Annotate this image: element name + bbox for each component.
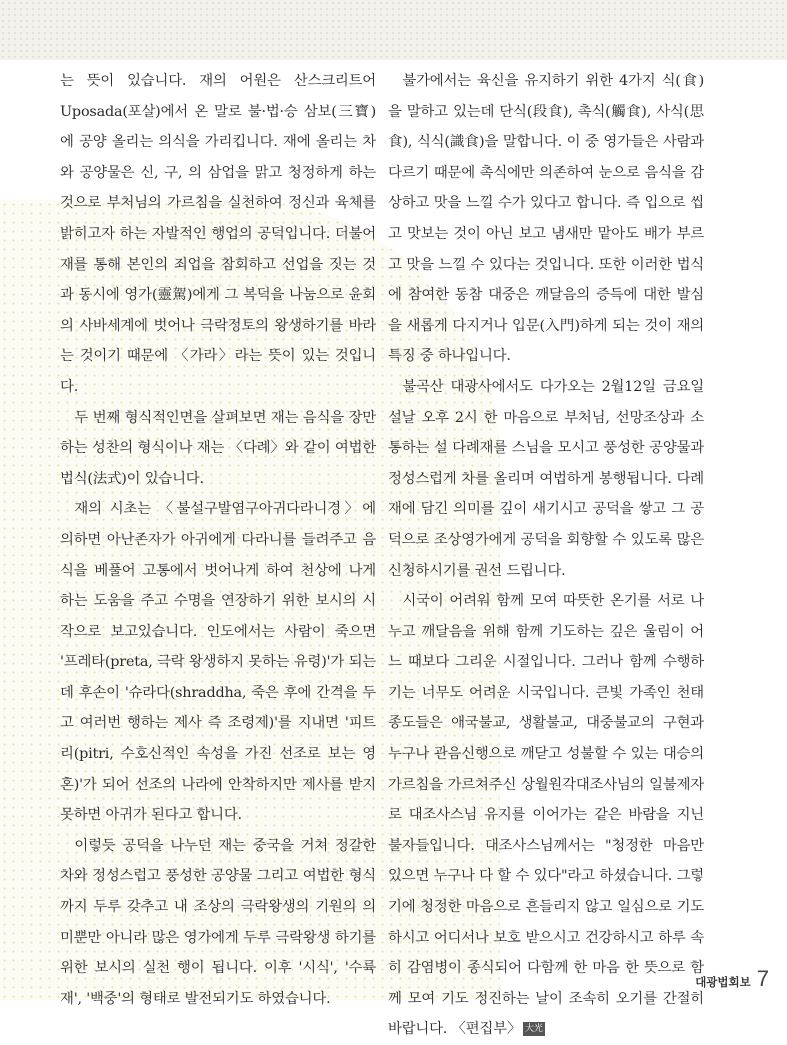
publication-name: 대광법회보	[695, 975, 751, 989]
paragraph: 불곡산 대광사에서도 다가오는 2월12일 금요일 설날 오후 2시 한 마음으로 부처님, 선망조상과 소통하는 설 다례재를 스님을 모시고 풍성한 공양물과 정성스럽게 차를 올리며 여법하게 봉행됩니다. 다례재에 담긴 의미를 깊이 새기시고 공덕을 쌓고 그 공덕으로 조상영가에게 공덕을 회향할 수 있도록 많은 신청하시기를 권선 드립니다.	[388, 378, 704, 579]
paragraph: 두 번째 형식적인면을 살펴보면 재는 음식을 장만하는 성찬의 형식이나 재는 〈다례〉와 같이 여법한 법식(法式)이 있습니다.	[60, 409, 376, 487]
page-number: 7	[756, 966, 769, 991]
paragraph: 는 뜻이 있습니다. 재의 어원은 산스크리트어 Uposada(포살)에서 온 말로 불·법·승 삼보(三寶)에 공양 올리는 의식을 가리킵니다. 재에 올리는 차와 공양물은 신, 구, 의 삼업을 맑고 청정하게 하는 것으로 부처님의 가르침을 실천하여 정신과 육체를 밝히고자 하는 자발적인 행업의 공덕입니다. 더불어 재를 통해 본인의 죄업을 참회하고 선업을 짓는 것과 동시에 영가(靈駕)에게 그 복덕을 나눔으로 윤회의 사바세계에 벗어나 극락정토의 왕생하기를 바라는 것이기 때문에 〈가라〉라는 뜻이 있는 것입니다.	[60, 73, 376, 395]
publisher-seal-icon: 大光	[525, 1024, 543, 1035]
article-column-right	[388, 66, 704, 1045]
article-column-left	[60, 66, 376, 1014]
paragraph: 불가에서는 육신을 유지하기 위한 4가지 식(食)을 말하고 있는데 단식(段食), 촉식(觸食), 사식(思食), 식식(識食)을 말합니다. 이 중 영가들은 사람과 다르기 때문에 촉식에만 의존하여 눈으로 음식을 감상하고 맛을 느낄 수가 있다고 합니다. 즉 입으로 씹고 맛보는 것이 아닌 보고 냄새만 맡아도 배가 부르고 맛을 느낄 수 있다는 것입니다. 또한 이러한 법식에 참여한 동참 대중은 깨달음의 증득에 대한 발심을 새롭게 다지거나 입문(入門)하게 되는 것이 재의 특징 중 하나입니다.	[388, 73, 704, 365]
paragraph: 재의 시초는 〈불설구발염구아귀다라니경〉에 의하면 아난존자가 아귀에게 다라니를 들려주고 음식을 베풀어 고통에서 벗어나게 하여 천상에 나게 하는 도움을 주고 수명을 연장하기 위한 보시의 시작으로 보고있습니다. 인도에서는 사람이 죽으면 '프레타(preta, 극락 왕생하지 못하는 유령)'가 되는데 후손이 '슈라다(shraddha, 죽은 후에 간격을 두고 여러번 행하는 제사 즉 조령제)'를 지내면 '피트리(pitri, 수호신적인 속성을 가진 선조로 보는 영혼)'가 되어 선조의 나라에 안착하지만 제사를 받지 못하면 아귀가 된다고 합니다.	[60, 501, 376, 824]
paragraph: 이렇듯 공덕을 나누던 재는 중국을 거쳐 정갈한 차와 정성스럽고 풍성한 공양물 그리고 여법한 형식까지 두루 갖추고 내 조상의 극락왕생의 기원의 의미뿐만 아니라 많은 영가에게 두루 극락왕생 하기를 위한 보시의 실천 행이 됩니다. 이후 '시식', '수륙재', '백중'의 형태로 발전되기도 하였습니다.	[60, 837, 376, 1007]
header-texture-band	[0, 0, 787, 60]
paragraph-text: 시국이 어려워 함께 모여 따뜻한 온기를 서로 나누고 깨달음을 위해 함께 기도하는 깊은 울림이 어느 때보다 그리운 시절입니다. 그러나 함께 수행하기는 너무도 어려운 시국입니다. 큰빛 가족인 천태종도들은 애국불교, 생활불교, 대중불교의 구현과 누구나 관음신행으로 깨닫고 성불할 수 있는 대승의 가르침을 가르쳐주신 상월원각대조사님의 일불제자로 대조사스님 유지를 이어가는 같은 바람을 지닌 불자들입니다. 대조사스님께서는 "청정한 마음만 있으면 누구나 다 할 수 있다"라고 하셨습니다. 그렇기에 청정한 마음으로 흔들리지 않고 일심으로 기도하시고 어디서나 보호 받으시고 건강하시고 하루 속히 감염병이 종식되어 다함께 한 마음 한 뜻으로 함께 모여 기도 정진하는 날이 조속히 오기를 간절히 바랍니다. 〈편집부〉	[388, 593, 704, 1038]
page-footer	[695, 968, 769, 990]
paragraph-final	[388, 586, 704, 1045]
